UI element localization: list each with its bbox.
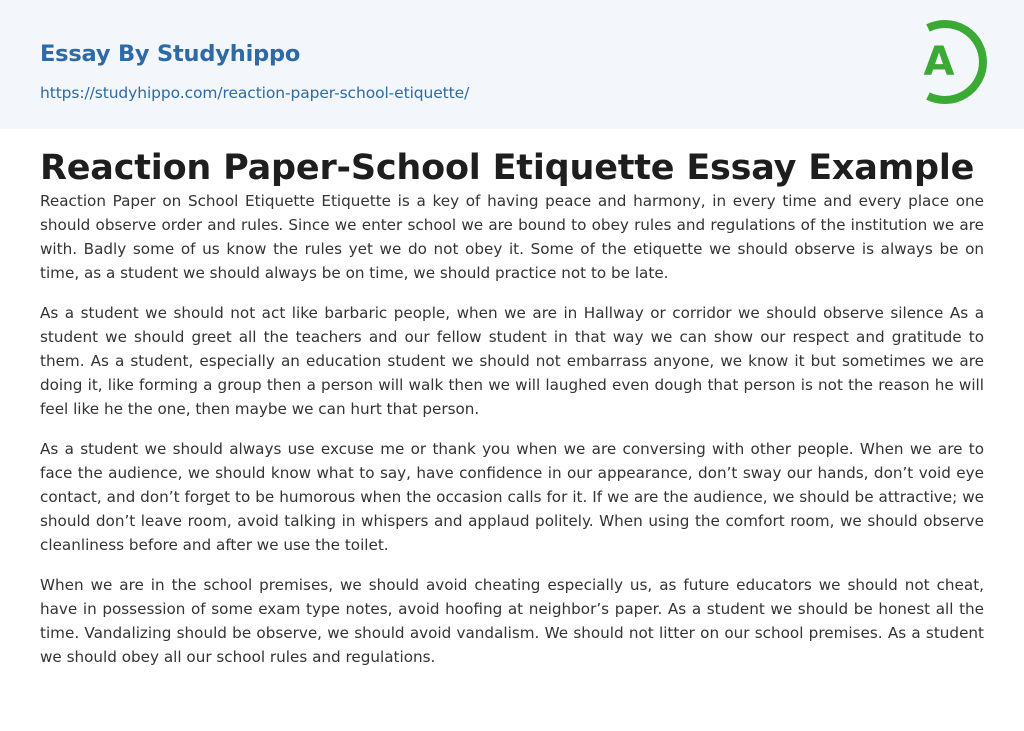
- essay-paragraph: When we are in the school premises, we should avoid cheating especially us, as future educators we should not cheat, have in possession of some exam type notes, avoid hoofing at neighbor’s paper. As a student we should be honest all the time. Vandalizing should be observe, we should avoid vandalism. We should not litter on our school premises. As a student we should obey all our school rules and regulations.: [40, 576, 984, 666]
- page-title: Reaction Paper-School Etiquette Essay Example: [40, 148, 975, 188]
- source-url-link[interactable]: https://studyhippo.com/reaction-paper-school-etiquette/: [40, 84, 470, 102]
- logo-letter: A: [923, 39, 955, 85]
- studyhippo-logo-icon[interactable]: [910, 17, 990, 107]
- essay-paragraph: Reaction Paper on School Etiquette Etiquette is a key of having peace and harmony, in every time and every place one should observe order and rules. Since we enter school we are bound to obey rules and regulations of the institution we are with. Badly some of us know the rules yet we do not obey it. Some of the etiquette we should observe is always be on time, as a student we should always be on time, we should practice not to be late.: [40, 192, 984, 282]
- essay-paragraph: As a student we should always use excuse me or thank you when we are conversing with other people. When we are to face the audience, we should know what to say, have confidence in our appearance, don’t sway our hands, don’t void eye contact, and don’t forget to be humorous when the occasion calls for it. If we are the audience, we should be attractive; we should don’t leave room, avoid talking in whispers and applaud politely. When using the comfort room, we should observe cleanliness before and after we use the toilet.: [40, 440, 984, 554]
- site-brand[interactable]: Essay By Studyhippo: [40, 41, 301, 67]
- article: [0, 129, 1024, 669]
- essay-paragraph: As a student we should not act like barbaric people, when we are in Hallway or corridor we should observe silence As a student we should greet all the teachers and our fellow student in that way we can show our respect and gratitude to them. As a student, especially an education student we should not embarrass anyone, we know it but sometimes we are doing it, like forming a group then a person will walk then we will laughed even dough that person is not the reason he will feel like he the one, then maybe we can hurt that person.: [40, 304, 984, 418]
- site-header: [0, 0, 1024, 129]
